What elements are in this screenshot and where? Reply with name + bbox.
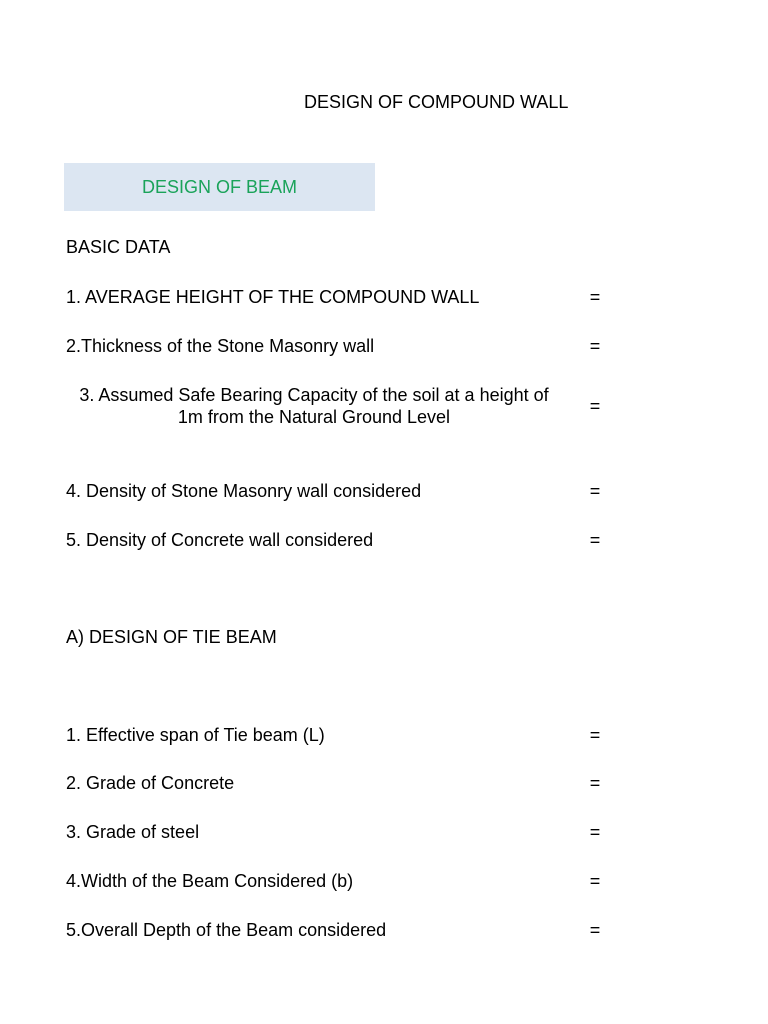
basic-data-item-label: 1. AVERAGE HEIGHT OF THE COMPOUND WALL [66, 287, 480, 307]
equals-sign: = [589, 822, 601, 842]
equals-sign: = [589, 336, 601, 356]
tie-beam-item-label: 3. Grade of steel [66, 822, 200, 842]
tie-beam-item-label: 5.Overall Depth of the Beam considered [66, 920, 387, 940]
document-title: DESIGN OF COMPOUND WALL [304, 92, 569, 112]
basic-data-item-label: 5. Density of Concrete wall considered [66, 530, 374, 550]
tie-beam-item-label: 1. Effective span of Tie beam (L) [66, 725, 325, 745]
equals-sign: = [589, 287, 601, 307]
tie-beam-item-label: 4.Width of the Beam Considered (b) [66, 871, 354, 891]
equals-sign: = [589, 481, 601, 501]
equals-sign: = [589, 725, 601, 745]
equals-sign: = [589, 920, 601, 940]
basic-data-item-label: 4. Density of Stone Masonry wall considered [66, 481, 422, 501]
tie-beam-item-label: 2. Grade of Concrete [66, 773, 235, 793]
basic-data-item-label: 3. Assumed Safe Bearing Capacity of the soil at a height of 1m from the Natural Ground Level [79, 385, 549, 427]
equals-sign: = [589, 530, 601, 550]
equals-sign: = [589, 871, 601, 891]
equals-sign: = [589, 773, 601, 793]
tie-beam-heading: A) DESIGN OF TIE BEAM [66, 627, 277, 647]
section-header-label: DESIGN OF BEAM [141, 177, 298, 197]
basic-data-item-label: 2.Thickness of the Stone Masonry wall [66, 336, 375, 356]
equals-sign: = [589, 396, 601, 416]
basic-data-heading: BASIC DATA [66, 237, 171, 257]
section-header-box [64, 163, 375, 211]
